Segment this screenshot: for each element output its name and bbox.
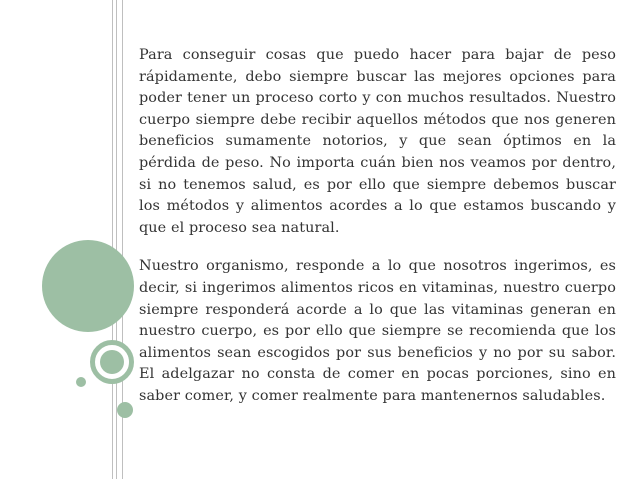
decorative-dot-circle bbox=[76, 377, 86, 387]
decorative-small-circle bbox=[117, 402, 133, 418]
paragraph-1: Para conseguir cosas que puedo hacer para bajar de peso rápidamente, debo siempre buscar las mejores opciones para poder tener un proceso corto y con muchos resultados. Nuestro cuerpo siempre debe recibir aquellos métodos que nos generen beneficios sumamente notorios, y que sean óptimos en la pérdida de peso. No importa cuán bien nos veamos por dentro, si no tenemos salud, es por ello que siempre debemos buscar los métodos y alimentos acordes a lo que estamos buscando y que el proceso sea natural. bbox=[139, 47, 616, 236]
paragraph-2: Nuestro organismo, responde a lo que nosotros ingerimos, es decir, si ingerimos alimentos ricos en vitaminas, nuestro cuerpo siempre responderá acorde a lo que las vitaminas generan en nuestro cuerpo, es por ello que siempre se recomienda que los alimentos sean escogidos por sus beneficios y no por su sabor. El adelgazar no consta de comer en pocas porciones, sino en saber comer, y comer realmente para mantenernos saludables. bbox=[139, 258, 616, 404]
decorative-ring-circle bbox=[90, 340, 134, 384]
decorative-vertical-line bbox=[112, 0, 113, 479]
decorative-large-circle bbox=[42, 240, 134, 332]
slide-body-text bbox=[139, 45, 616, 408]
